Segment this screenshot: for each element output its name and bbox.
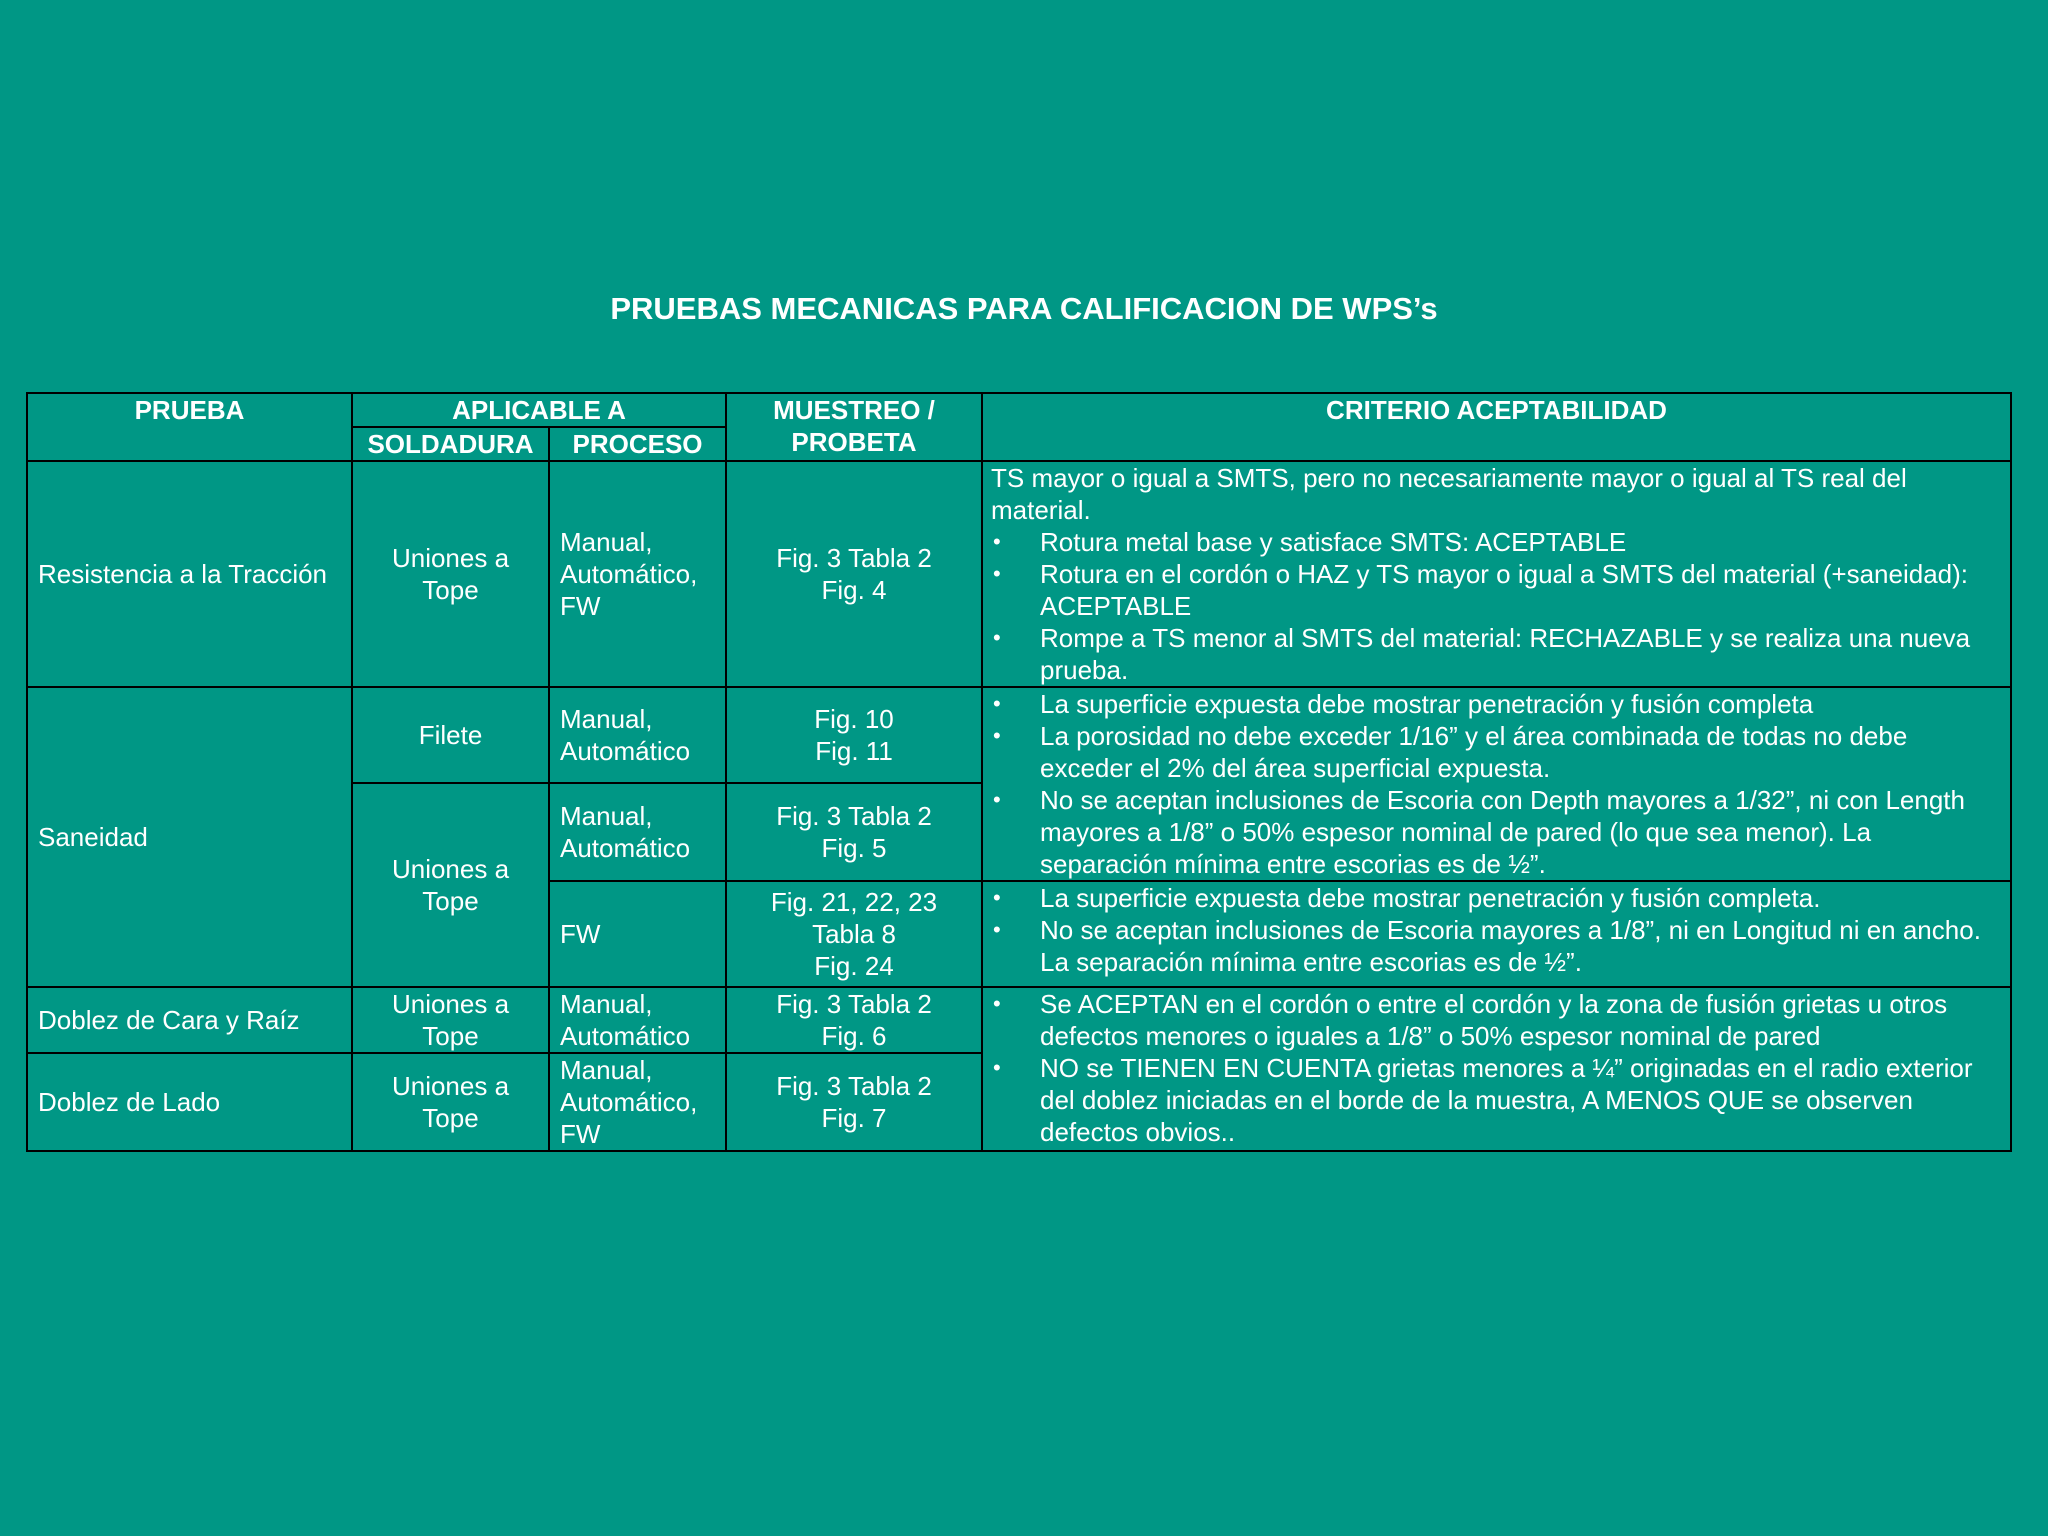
cell-criterio — [982, 461, 2011, 687]
cell-proceso: Manual, Automático, FW — [549, 1053, 726, 1151]
cell-prueba: Resistencia a la Tracción — [27, 461, 352, 687]
table-row-doblez-cara — [27, 987, 2011, 1053]
muestreo-line: Fig. 3 Tabla 2 — [776, 801, 932, 831]
cell-prueba: Doblez de Cara y Raíz — [27, 987, 352, 1053]
table-row-traccion — [27, 461, 2011, 687]
muestreo-line: Fig. 7 — [821, 1103, 887, 1133]
muestreo-line: Fig. 5 — [821, 833, 887, 863]
cell-muestreo — [726, 461, 982, 687]
cell-criterio — [982, 987, 2011, 1151]
muestreo-line: Fig. 3 Tabla 2 — [776, 543, 932, 573]
table-row-saneidad-filete — [27, 687, 2011, 783]
cell-proceso: Manual, Automático — [549, 687, 726, 783]
criterio-list — [991, 526, 2002, 686]
muestreo-line: Fig. 24 — [814, 951, 894, 981]
page-title: PRUEBAS MECANICAS PARA CALIFICACION DE WPS’s — [610, 291, 1438, 326]
cell-muestreo — [726, 687, 982, 783]
criterio-item: • Rompe a TS menor al SMTS del material: RECHAZABLE y se realiza una nueva prueba. — [991, 622, 2002, 686]
header-row — [27, 393, 2011, 427]
cell-proceso: Manual, Automático, FW — [549, 461, 726, 687]
header-criterio: CRITERIO ACEPTABILIDAD — [982, 393, 2011, 461]
cell-proceso: Manual, Automático — [549, 783, 726, 881]
cell-soldadura: Filete — [352, 687, 549, 783]
criterio-intro: TS mayor o igual a SMTS, pero no necesariamente mayor o igual al TS real del material. — [991, 463, 1907, 525]
cell-muestreo — [726, 783, 982, 881]
criterio-item: • No se aceptan inclusiones de Escoria mayores a 1/8”, ni en Longitud ni en ancho. La separación mínima entre escorias es de ½”. — [991, 914, 2002, 978]
cell-soldadura: Uniones a Tope — [352, 987, 549, 1053]
cell-criterio — [982, 687, 2011, 881]
muestreo-line: Fig. 6 — [821, 1021, 887, 1051]
criterio-item: • No se aceptan inclusiones de Escoria con Depth mayores a 1/32”, ni con Length mayores a 1/8” o 50% espesor nominal de pared (lo que sea menor). La separación mínima entre escorias es de ½”. — [991, 784, 2002, 880]
criterio-item: • La porosidad no debe exceder 1/16” y el área combinada de todas no debe exceder el 2% del área superficial expuesta. — [991, 720, 2002, 784]
cell-muestreo — [726, 987, 982, 1053]
cell-soldadura: Uniones a Tope — [352, 1053, 549, 1151]
criterio-item: • Rotura metal base y satisface SMTS: ACEPTABLE — [991, 526, 2002, 558]
header-prueba: PRUEBA — [27, 393, 352, 461]
muestreo-line: Fig. 4 — [821, 575, 887, 605]
cell-proceso: FW — [549, 881, 726, 987]
cell-soldadura: Uniones a Tope — [352, 461, 549, 687]
cell-muestreo — [726, 881, 982, 987]
muestreo-line: Fig. 3 Tabla 2 — [776, 1071, 932, 1101]
cell-prueba: Saneidad — [27, 687, 352, 987]
muestreo-line: Fig. 10 — [814, 704, 894, 734]
header-muestreo: MUESTREO / PROBETA — [726, 393, 982, 461]
criterio-item: • NO se TIENEN EN CUENTA grietas menores a ¼” originadas en el radio exterior del doblez iniciadas en el borde de la muestra, A MENOS QUE se observen defectos obvios.. — [991, 1052, 2002, 1148]
criterio-list — [991, 688, 2002, 880]
header-proceso: PROCESO — [549, 427, 726, 461]
cell-prueba: Doblez de Lado — [27, 1053, 352, 1151]
mechanical-tests-table — [26, 392, 2012, 1152]
cell-proceso: Manual, Automático — [549, 987, 726, 1053]
criterio-item: • Rotura en el cordón o HAZ y TS mayor o igual a SMTS del material (+saneidad): ACEPTABLE — [991, 558, 2002, 622]
muestreo-line: Tabla 8 — [812, 919, 896, 949]
criterio-item: • La superficie expuesta debe mostrar penetración y fusión completa. — [991, 882, 2002, 914]
muestreo-line: Fig. 11 — [815, 736, 893, 766]
criterio-item: • La superficie expuesta debe mostrar penetración y fusión completa — [991, 688, 2002, 720]
criterio-item: • Se ACEPTAN en el cordón o entre el cordón y la zona de fusión grietas u otros defectos menores o iguales a 1/8” o 50% espesor nominal de pared — [991, 988, 2002, 1052]
criterio-list — [991, 988, 2002, 1148]
header-aplicable-a: APLICABLE A — [352, 393, 726, 427]
header-soldadura: SOLDADURA — [352, 427, 549, 461]
muestreo-line: Fig. 21, 22, 23 — [770, 887, 938, 917]
cell-soldadura: Uniones a Tope — [352, 783, 549, 987]
cell-criterio — [982, 881, 2011, 987]
muestreo-line: Fig. 3 Tabla 2 — [776, 989, 932, 1019]
cell-muestreo — [726, 1053, 982, 1151]
criterio-list — [991, 882, 2002, 978]
